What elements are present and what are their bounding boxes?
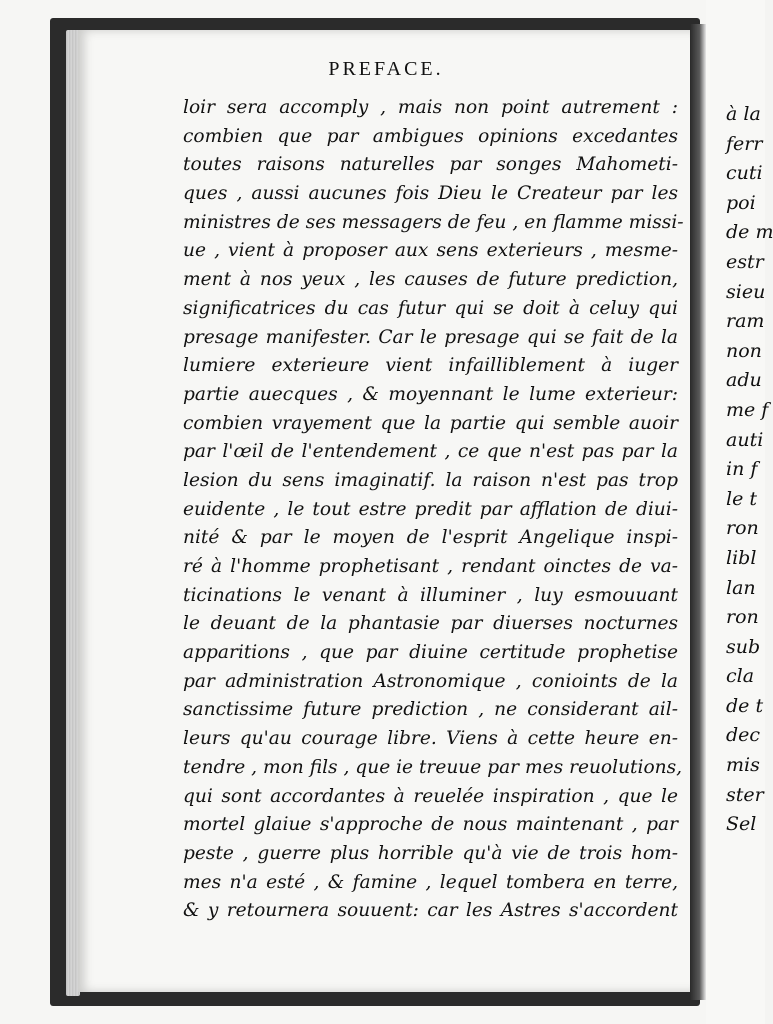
facing-line: libl bbox=[726, 546, 757, 569]
text-line: euidente , le tout estre predit par afflation de diui- bbox=[183, 498, 678, 520]
text-line: apparitions , que par diuine certitude prophetise bbox=[183, 642, 678, 664]
facing-line: cla bbox=[726, 665, 755, 688]
text-line: & y retournera souuent: car les Astres s'accordent bbox=[183, 900, 678, 922]
facing-line: de m bbox=[726, 221, 773, 244]
running-title: PREFACE. bbox=[328, 58, 444, 80]
facing-line: lan bbox=[726, 576, 756, 599]
text-line: ment à nos yeux , les causes de future prediction, bbox=[183, 269, 678, 291]
page-text-block bbox=[183, 94, 684, 926]
facing-line: mis bbox=[726, 754, 760, 777]
facing-line: estr bbox=[726, 250, 764, 273]
text-line: leurs qu'au courage libre. Viens à cette heure en- bbox=[183, 728, 678, 750]
text-line: significatrices du cas futur qui se doit à celuy qui bbox=[183, 297, 678, 319]
facing-line: sub bbox=[726, 635, 761, 658]
facing-line: ster bbox=[726, 783, 764, 806]
text-line: par administration Astronomique , conioints de la bbox=[183, 670, 678, 692]
text-line: presage manifester. Car le presage qui se fait de la bbox=[183, 326, 678, 348]
text-line: mes n'a esté , & famine , lequel tombera en terre, bbox=[183, 871, 678, 893]
facing-line: Sel bbox=[726, 813, 757, 836]
facing-line: adu bbox=[726, 369, 762, 392]
text-line: lumiere exterieure vient infailliblement à iuger bbox=[183, 355, 678, 377]
facing-line: sieu bbox=[726, 280, 766, 303]
book-page-right bbox=[706, 0, 773, 1024]
facing-line: ram bbox=[726, 310, 765, 333]
facing-line: poi bbox=[726, 191, 756, 214]
text-line: loir sera accomply , mais non point autrement : bbox=[183, 97, 678, 118]
book-gutter bbox=[690, 24, 706, 1000]
text-line: lesion du sens imaginatif. la raison n'est pas trop bbox=[183, 469, 678, 491]
text-line: par l'œil de l'entendement , ce que n'est pas par la bbox=[183, 441, 678, 463]
text-line: ue , vient à proposer aux sens exterieurs , mesme- bbox=[183, 240, 678, 262]
facing-line: dec bbox=[726, 724, 761, 747]
facing-line: ron bbox=[726, 517, 759, 540]
facing-page-text bbox=[726, 100, 773, 840]
facing-line: le t bbox=[726, 487, 757, 510]
text-line: ré à l'homme prophetisant , rendant oinctes de va- bbox=[183, 556, 678, 577]
text-line: ques , aussi aucunes fois Dieu le Createur par les bbox=[183, 183, 678, 205]
text-line: toutes raisons naturelles par songes Mahometi- bbox=[183, 154, 678, 176]
text-line: ticinations le venant à illuminer , luy esmouuant bbox=[183, 584, 678, 606]
text-line: combien vrayement que la partie qui semble auoir bbox=[183, 412, 678, 434]
text-line: qui sont accordantes à reuelée inspiration , que le bbox=[183, 785, 678, 807]
facing-line: cuti bbox=[726, 162, 763, 185]
facing-line: de t bbox=[726, 694, 764, 717]
text-line: sanctissime future prediction , ne considerant ail- bbox=[183, 699, 678, 721]
text-line: le deuant de la phantasie par diuerses nocturnes bbox=[183, 613, 678, 635]
facing-line: in f bbox=[726, 458, 758, 481]
facing-line: non bbox=[726, 339, 762, 362]
text-line: mortel glaiue s'approche de nous maintenant , par bbox=[183, 814, 678, 836]
text-line: nité & par le moyen de l'esprit Angelique inspi- bbox=[183, 527, 678, 549]
facing-line: me f bbox=[726, 398, 769, 421]
facing-line: auti bbox=[726, 428, 764, 451]
text-line: tendre , mon fils , que ie treuue par mes reuolutions, bbox=[183, 756, 683, 778]
facing-line: ron bbox=[726, 606, 759, 629]
text-line: ministres de ses messagers de feu , en flamme missi- bbox=[183, 211, 684, 233]
text-line: partie auecques , & moyennant le lume exterieur: bbox=[183, 383, 678, 405]
text-line: combien que par ambigues opinions excedantes bbox=[183, 125, 678, 147]
text-line: peste , guerre plus horrible qu'à vie de trois hom- bbox=[183, 842, 678, 864]
facing-line: à la bbox=[726, 103, 761, 125]
facing-line: ferr bbox=[726, 132, 763, 155]
